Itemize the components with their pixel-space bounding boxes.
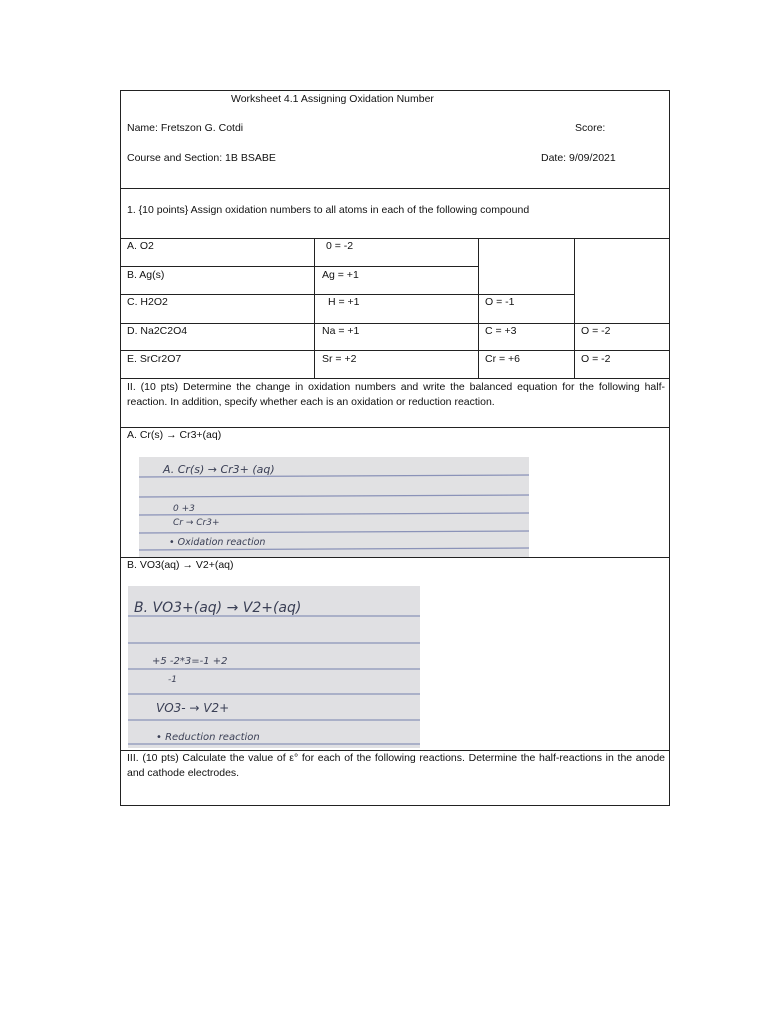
handwriting-line: • Reduction reaction [156, 732, 260, 743]
handwriting-line: 0 +3 [173, 504, 195, 514]
compound-cell: A. O2 [127, 240, 154, 252]
oxidation-cell: C = +3 [485, 325, 517, 337]
handwriting-line: VO3- → V2+ [156, 701, 230, 715]
oxidation-cell: H = +1 [328, 296, 360, 308]
compound-cell: D. Na2C2O4 [127, 325, 188, 337]
oxidation-cell: Cr = +6 [485, 353, 521, 365]
worksheet-document [120, 90, 670, 806]
part-b-label: B. VO3(aq) → V2+(aq) [127, 559, 234, 571]
student-name: Name: Fretszon G. Cotdi [127, 122, 244, 134]
oxidation-cell: Ag = +1 [322, 269, 359, 281]
oxidation-cell: 0 = -2 [326, 240, 354, 252]
oxidation-cell: O = -2 [581, 325, 611, 337]
handwriting-line: B. VO3+(aq) → V2+(aq) [134, 600, 302, 616]
compound-cell: E. SrCr2O7 [127, 353, 182, 365]
divider [121, 238, 669, 239]
oxidation-cell: O = -1 [485, 296, 515, 308]
oxidation-cell: Na = +1 [322, 325, 360, 337]
course-section: Course and Section: 1B BSABE [127, 152, 276, 164]
handwriting-line: +5 -2*3=-1 +2 [152, 656, 228, 667]
handwritten-answer-photo-b [128, 586, 420, 748]
section1-prompt: 1. {10 points} Assign oxidation numbers to all atoms in each of the following compound [127, 204, 530, 216]
divider [121, 188, 669, 189]
handwriting-line: A. Cr(s) → Cr3+ (aq) [163, 463, 275, 476]
handwritten-answer-photo-a [139, 457, 529, 557]
handwriting-line: • Oxidation reaction [169, 537, 266, 548]
worksheet-title: Worksheet 4.1 Assigning Oxidation Number [231, 93, 434, 105]
divider [121, 427, 669, 428]
compound-cell: C. H2O2 [127, 296, 168, 308]
oxidation-cell: O = -2 [581, 353, 611, 365]
section3-prompt: III. (10 pts) Calculate the value of ε° for each of the following reactions. Determine the half-reactions in the anode and cathode electrodes. [127, 752, 665, 779]
compound-cell: B. Ag(s) [127, 269, 165, 281]
handwriting-line: -1 [168, 675, 177, 685]
part-a-label: A. Cr(s) → Cr3+(aq) [127, 429, 222, 441]
oxidation-cell: Sr = +2 [322, 353, 357, 365]
handwriting-line: Cr → Cr3+ [173, 518, 220, 528]
section2-prompt: II. (10 pts) Determine the change in oxidation numbers and write the balanced equation for the following half-reaction. In addition, specify whether each is an oxidation or reduction reaction. [127, 381, 665, 408]
date-label: Date: 9/09/2021 [541, 152, 616, 164]
score-label: Score: [575, 122, 606, 134]
divider [121, 557, 669, 558]
